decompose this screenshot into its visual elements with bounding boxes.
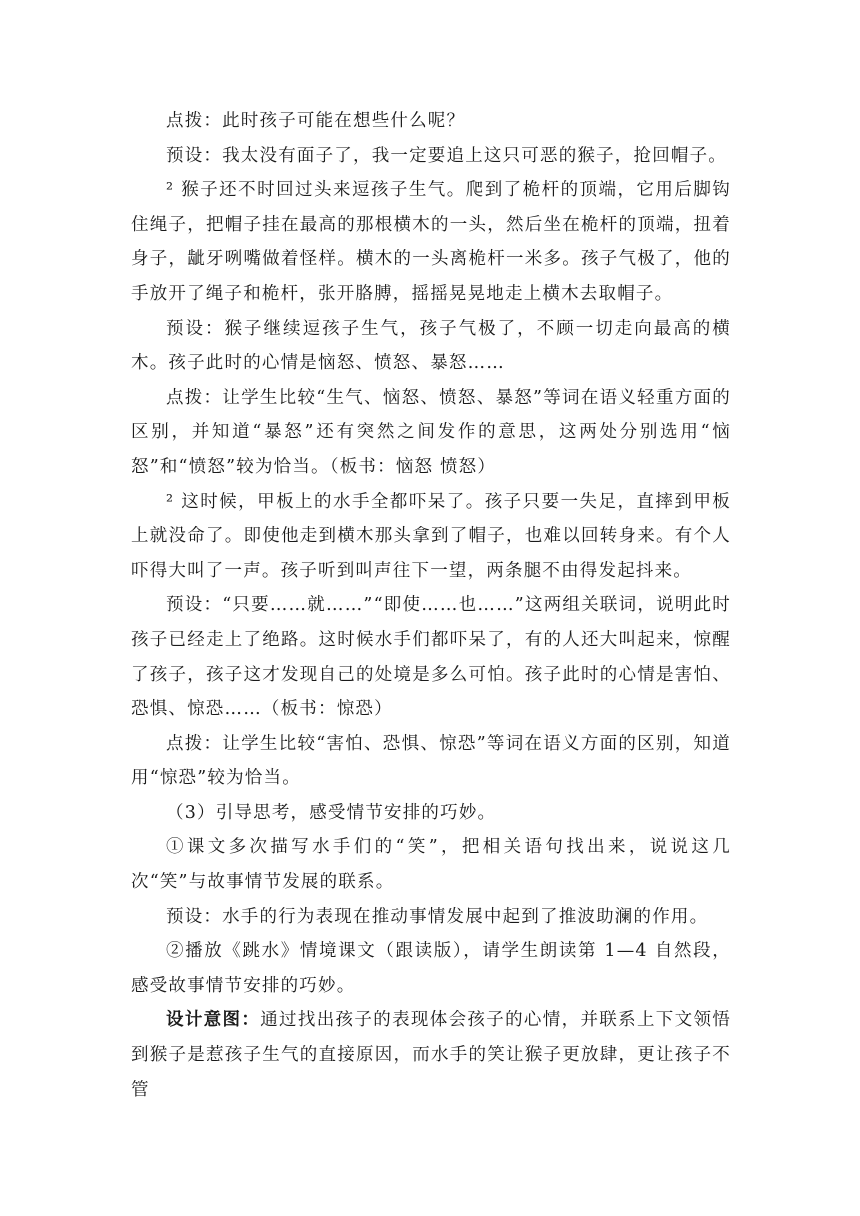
paragraph-text: 通过找出孩子的表现体会孩子的心情，并联系上下文领悟到猴子是惹孩子生气的直接原因，而水手的笑让猴子更放肆，更让孩子不管 — [131, 1010, 732, 1100]
paragraph-text: ①课文多次描写水手们的“笑”，把相关语句找出来，说说这几次“笑”与故事情节发展的联系。 — [131, 837, 731, 893]
paragraph-text: 预设：我太没有面子了，我一定要追上这只可恶的猴子，抢回帽子。 — [166, 145, 727, 166]
paragraph-text: ² 猴子还不时回过头来逗孩子生气。爬到了桅杆的顶端，它用后脚钩住绳子，把帽子挂在最高的那根横木的一头，然后坐在桅杆的顶端，扭着身子，龇牙咧嘴做着怪样。横木的一头离桅杆一米多。孩子气极了，他的手放开了绳子和桅杆，张开胳膊，摇摇晃晃地走上横木去取帽子。 — [131, 180, 731, 304]
paragraph-text: ②播放《跳水》情境课文（跟读版），请学生朗读第 1—4 自然段，感受故事情节安排的巧妙。 — [131, 941, 731, 996]
paragraph-preset-4 — [131, 900, 731, 935]
paragraph-hint-3 — [131, 727, 731, 796]
paragraph-text: （3）引导思考，感受情节安排的巧妙。 — [166, 802, 497, 823]
paragraph-label: 设计意图： — [166, 1010, 261, 1031]
paragraph-quote-sailors — [131, 485, 731, 589]
paragraph-text: 点拨：让学生比较“害怕、恐惧、惊恐”等词在语义方面的区别，知道用“惊恐”较为恰当。 — [131, 733, 731, 789]
paragraph-hint-1 — [131, 104, 731, 139]
document-body — [131, 104, 731, 1107]
paragraph-item-1 — [131, 830, 731, 899]
paragraph-design-intent — [131, 1003, 731, 1107]
paragraph-quote-monkey — [131, 173, 731, 311]
paragraph-text: 预设：水手的行为表现在推动事情发展中起到了推波助澜的作用。 — [166, 906, 709, 927]
paragraph-step-3 — [131, 796, 731, 831]
paragraph-preset-2 — [131, 312, 731, 381]
paragraph-item-2 — [131, 934, 731, 1003]
paragraph-preset-1 — [131, 139, 731, 174]
paragraph-preset-3 — [131, 588, 731, 726]
paragraph-text: 预设：“只要……就……”“即使……也……”这两组关联词，说明此时孩子已经走上了绝路。这时候水手们都吓呆了，有的人还大叫起来，惊醒了孩子，孩子这才发现自己的处境是多么可怕。孩子此时的心情是害怕、恐惧、惊恐……（板书：惊恐） — [131, 595, 731, 720]
paragraph-text: ² 这时候，甲板上的水手全都吓呆了。孩子只要一失足，直摔到甲板上就没命了。即使他走到横木那头拿到了帽子，也难以回转身来。有个人吓得大叫了一声。孩子听到叫声往下一望，两条腿不由得发起抖来。 — [131, 491, 731, 581]
paragraph-text: 点拨：让学生比较“生气、恼怒、愤怒、暴怒”等词在语义轻重方面的区别，并知道“暴怒”还有突然之间发作的意思，这两处分别选用“恼怒”和“愤怒”较为恰当。（板书：恼怒 愤怒） — [131, 387, 731, 477]
paragraph-text: 预设：猴子继续逗孩子生气，孩子气极了，不顾一切走向最高的横木。孩子此时的心情是恼怒、愤怒、暴怒…… — [131, 318, 731, 374]
paragraph-text: 点拨：此时孩子可能在想些什么呢？ — [166, 111, 466, 131]
paragraph-hint-2 — [131, 381, 731, 485]
